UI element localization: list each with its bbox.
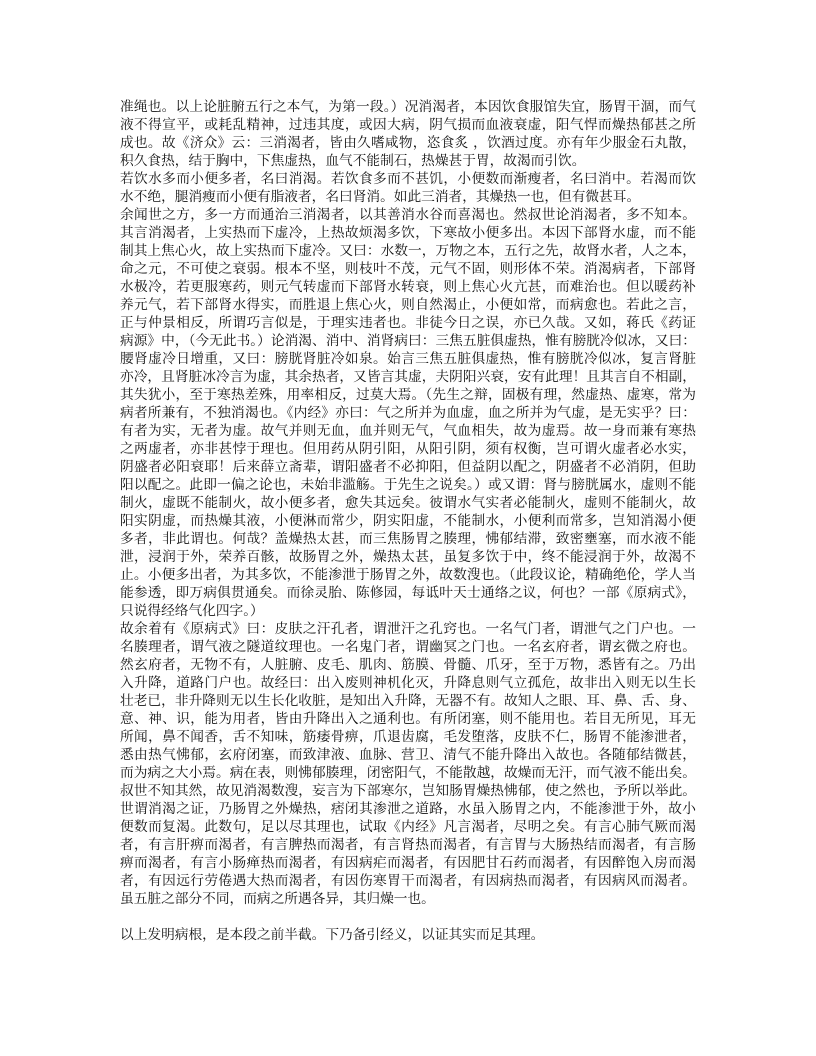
text-line: 只说得经络气化四字。） [120,603,264,619]
text-line: 成也。故《济众》云：三消渴者，皆由久嗜咸物，恣食炙 ，饮酒过度。亦有年少服金石丸散， [120,135,696,151]
paragraph [120,170,696,206]
text-line: 之两虚者，亦非甚悖于理也。但用药从阴引阳，从阳引阴，须有权衡，岂可谓火虚者必水实， [120,441,696,457]
text-line: 腰肾虚冷日增重，又曰：膀胱肾脏冷如泉。始言三焦五脏俱虚热，惟有膀胱冷似冰，复言肾脏 [120,351,696,367]
text-line: 能参透，即万病俱贯通矣。而徐灵胎、陈修园，每诋叶天士通络之议，何也？一部《原病式》， [120,585,696,601]
text-line: 意、神、识，能为用者，皆由升降出入之通利也。有所闭塞，则不能用也。若目无所见，耳无 [120,711,696,727]
text-line: 制其上焦心火，故上实热而下虚冷。又曰：水数一，万物之本，五行之先，故肾水者，人之本， [120,243,696,259]
text-line: 阴盛者必阳衰耶！后来薛立斋辈，谓阳盛者不必抑阳，但益阴以配之，阴盛者不必消阴，但助 [120,459,696,475]
text-line: 阳以配之。此即一偏之论也，未始非滥觞。于先生之说矣。）或又谓：肾与膀胱属水，虚则不能 [120,477,696,493]
text-line: 名腠理者，谓气液之隧道纹理也。一名鬼门者，谓幽冥之门也。一名玄府者，谓玄微之府也。 [120,639,696,655]
text-line: 所闻，鼻不闻香，舌不知味，筋痿骨痹，爪退齿腐，毛发堕落，皮肤不仁，肠胃不能渗泄者， [120,729,696,745]
text-line: 而为病之大小焉。病在表，则怫郁腠理，闭密阳气，不能散越，故燥而无汗，而气液不能出矣。 [120,765,696,781]
text-line: 病者所兼有，不独消渴也。《内经》亦曰：气之所并为血虚，血之所并为气虚，是无实乎？曰： [120,405,696,421]
paragraph [120,620,696,908]
text-line: 阳实阴虚，而热燥其液，小便淋而常少，阴实阳虚，不能制水，小便利而常多，岂知消渴小便 [120,513,696,529]
document-body [120,98,696,944]
text-line: 虽五脏之部分不同，而病之所遇各异，其归燥一也。 [120,891,435,907]
text-line: 有者为实，无者为虚。故气并则无血，血并则无气，气血相失，故为虚焉。故一身而兼有寒热 [120,423,696,439]
text-line: 故余着有《原病式》曰：皮肤之汗孔者，谓泄汗之孔窍也。一名气门者，谓泄气之门户也。一 [120,621,696,637]
text-line: 其言消渴者，上实热而下虚冷，上热故烦渴多饮，下寒故小便多出。本因下部肾水虚，而不能 [120,225,696,241]
text-line: 正与仲景相反，所谓巧言似是，于理实违者也。非徒今日之误，亦已久哉。又如，蒋氏《药证 [120,315,696,331]
text-line: 叔世不知其然，故见消渴数溲，妄言为下部寒尔，岂知肠胃燥热怫郁，使之然也，予所以举此。 [120,783,696,799]
text-line: 若饮水多而小便多者，名曰消渴。若饮食多而不甚饥，小便数而渐瘦者，名曰消中。若渴而饮 [120,171,696,187]
text-line: 壮老已，非升降则无以生长化收脏，是知出入升降，无器不有。故知人之眼、耳、鼻、舌、身、 [120,693,696,709]
text-line: 悉由热气怫郁，玄府闭塞，而致津液、血脉、营卫、清气不能升降出入故也。各随郁结微甚， [120,747,696,763]
text-line: 然玄府者，无物不有，人脏腑、皮毛、肌肉、筋膜、骨髓、爪牙，至于万物，悉皆有之。乃出 [120,657,696,673]
text-line: 积久食热，结于胸中，下焦虚热，血气不能制石，热燥甚于胃，故渴而引饮。 [120,153,586,169]
paragraph [120,926,696,944]
text-line: 病源》中，（今无此书。）论消渴、消中、消肾病曰：三焦五脏俱虚热，惟有膀胱冷似冰，又曰： [120,333,696,349]
text-line: 亦冷，且肾脏冰冷言为虚，其余热者，又皆言其虚，夫阴阳兴衰，安有此理！且其言自不相副， [120,369,696,385]
text-line: 以上发明病根，是本段之前半截。下乃备引经义，以证其实而足其理。 [120,927,545,943]
paragraph [120,206,696,620]
text-line: 入升降，道路门户也。故经曰：出入废则神机化灭，升降息则气立孤危，故非出入则无以生长 [120,675,696,691]
text-line: 水极冷，若更服寒药，则元气转虚而下部肾水转衰，则上焦心火亢甚，而难治也。但以暖药补 [120,279,696,295]
text-line: 养元气，若下部肾水得实，而胜退上焦心火，则自然渴止，小便如常，而病愈也。若此之言， [120,297,696,313]
text-line: 多者，非此谓也。何哉？盖燥热太甚，而三焦肠胃之腠理，怫郁结滞，致密壅塞，而水液不能 [120,531,696,547]
text-line: 者，有言肝痹而渴者，有言脾热而渴者，有言肾热而渴者，有言胃与大肠热结而渴者，有言肠 [120,837,696,853]
text-line: 其失犹小，至于寒热差殊，用率相反，过莫大焉。（先生之辩，固极有理，然虚热、虚寒，常为 [120,387,696,403]
text-line: 准绳也。以上论脏腑五行之本气，为第一段。）况消渴者，本因饮食服馆失宜，肠胃干涸，而气 [120,99,696,115]
text-line: 水不绝，腿消瘦而小便有脂液者，名曰肾消。如此三消者，其燥热一也，但有微甚耳。 [120,189,641,205]
text-line: 世谓消渴之证，乃肠胃之外燥热，痞闭其渗泄之道路，水虽入肠胃之内，不能渗泄于外，故小 [120,801,696,817]
text-line: 痹而渴者，有言小肠瘅热而渴者，有因病疟而渴者，有因肥甘石药而渴者，有因醉饱入房而渴 [120,855,696,871]
text-line: 余闻世之方，多一方而通治三消渴者，以其善消水谷而喜渴也。然叔世论消渴者，多不知本。 [120,207,696,223]
text-line: 制火，虚既不能制火，故小便多者，愈失其远矣。彼谓水气实者必能制火，虚则不能制火，故 [120,495,696,511]
text-line: 止。小便多出者，为其多饮，不能渗泄于肠胃之外，故数溲也。（此段议论，精确绝伦，学人当 [120,567,696,583]
text-line: 者，有因远行劳倦遇大热而渴者，有因伤寒胃干而渴者，有因病热而渴者，有因病风而渴者。 [120,873,696,889]
text-line: 泄，浸润于外，荣养百骸，故肠胃之外，燥热太甚，虽复多饮于中，终不能浸润于外，故渴不 [120,549,696,565]
text-line: 液不得宣平，或耗乱精神，过违其度，或因大病，阴气损而血液衰虚，阳气悍而燥热郁甚之所 [120,117,696,133]
text-line: 便数而复渴。此数句，足以尽其理也，试取《内经》凡言渴者，尽明之矣。有言心肺气厥而渴 [120,819,696,835]
paragraph [120,98,696,170]
text-line: 命之元，不可使之衰弱。根本不坚，则枝叶不茂，元气不固，则形体不荣。消渴病者，下部肾 [120,261,696,277]
